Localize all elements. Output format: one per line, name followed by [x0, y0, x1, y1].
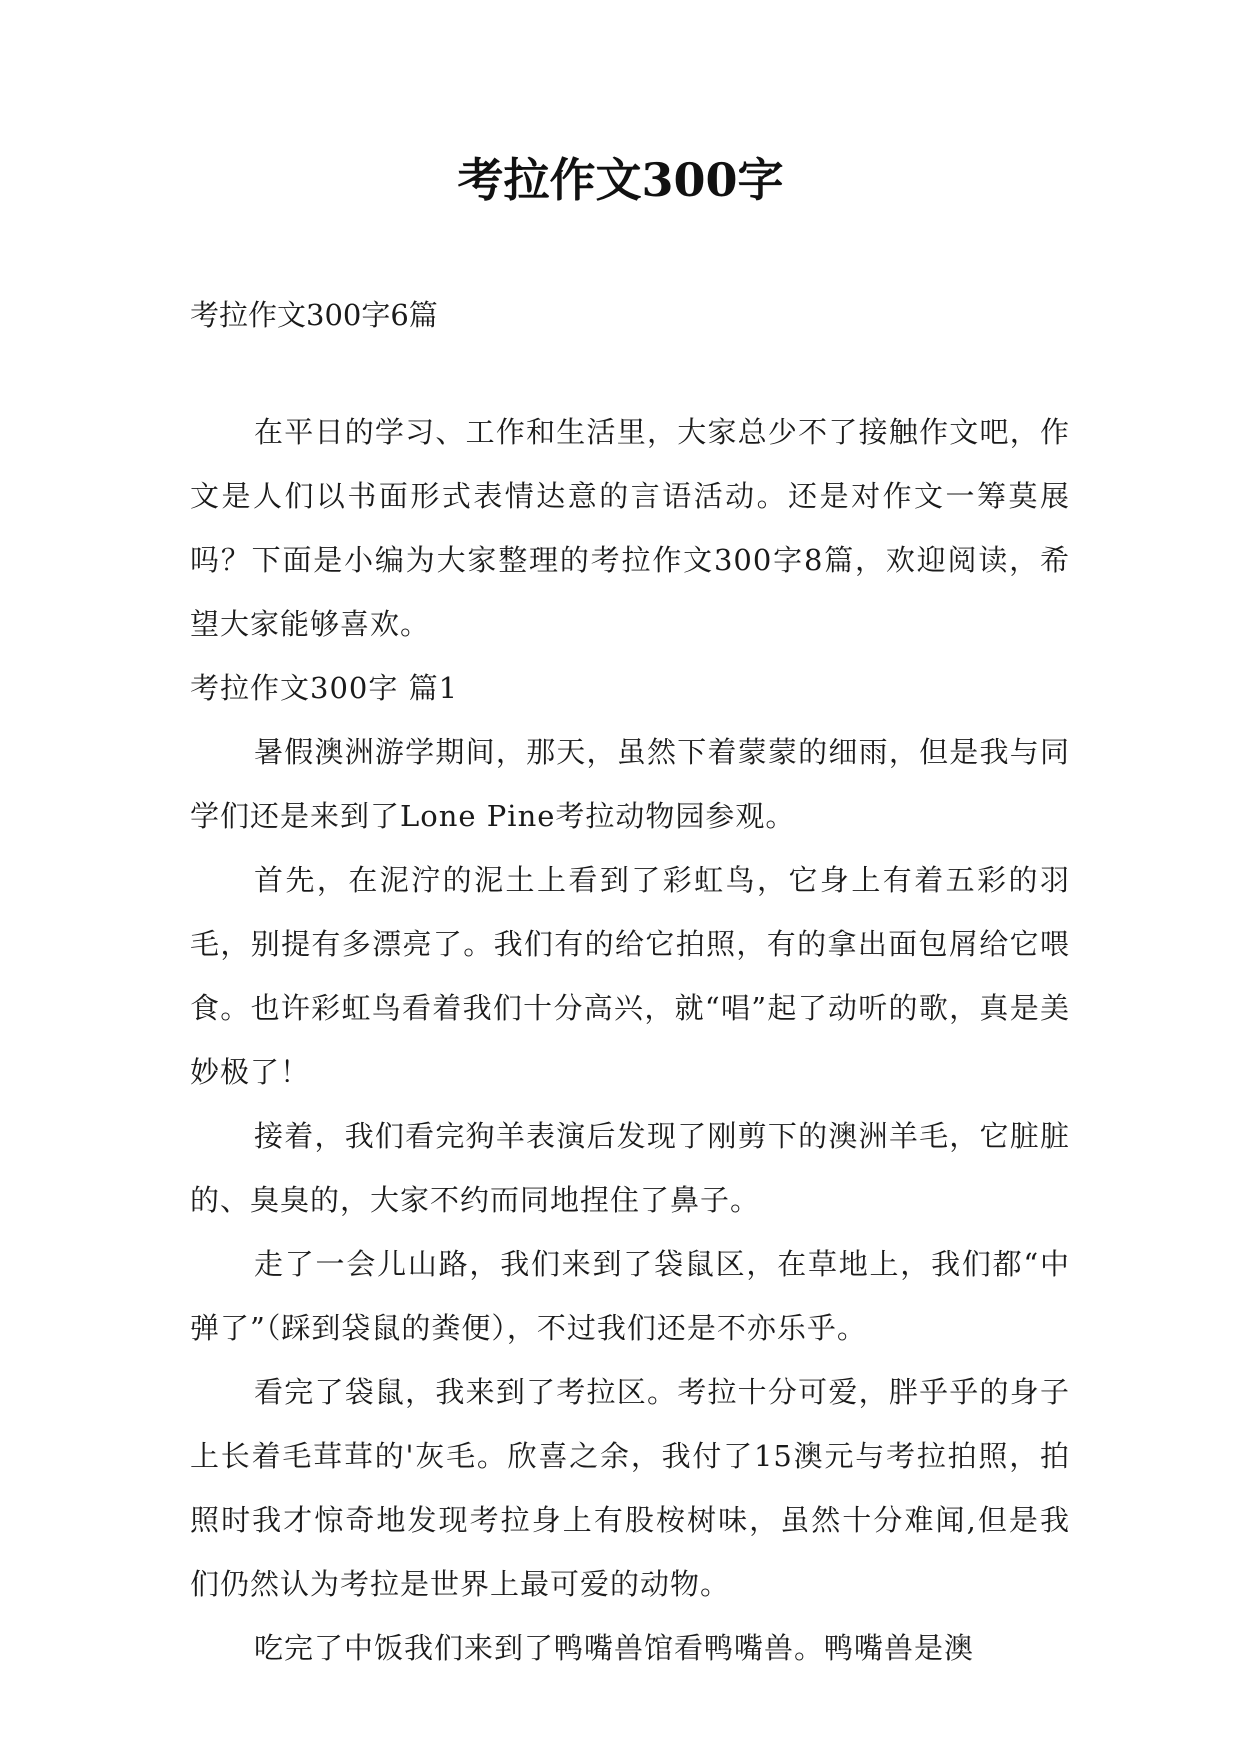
document-title: 考拉作文300字: [457, 153, 784, 207]
body-paragraph: 走了一会儿山路，我们来到了袋鼠区，在草地上，我们都“中弹了”（踩到袋鼠的粪便），不过我们还是不亦乐乎。: [190, 1247, 1070, 1345]
intro-paragraph: 在平日的学习、工作和生活里，大家总少不了接触作文吧，作文是人们以书面形式表情达意的言语活动。还是对作文一筹莫展吗？下面是小编为大家整理的考拉作文300字8篇，欢迎阅读，希望大家能够喜欢。: [190, 415, 1070, 641]
body-paragraph: 首先，在泥泞的泥土上看到了彩虹鸟，它身上有着五彩的羽毛，别提有多漂亮了。我们有的给它拍照，有的拿出面包屑给它喂食。也许彩虹鸟看着我们十分高兴，就“唱”起了动听的歌，真是美妙极了！: [190, 863, 1070, 1089]
body-paragraph: 看完了袋鼠，我来到了考拉区。考拉十分可爱，胖乎乎的身子上长着毛茸茸的'灰毛。欣喜之余，我付了15澳元与考拉拍照，拍照时我才惊奇地发现考拉身上有股桉树味，虽然十分难闻,但是我们仍然认为考拉是世界上最可爱的动物。: [190, 1375, 1070, 1601]
section-heading: 考拉作文300字 篇1: [190, 671, 459, 705]
body-paragraph: 接着，我们看完狗羊表演后发现了刚剪下的澳洲羊毛，它脏脏的、臭臭的，大家不约而同地捏住了鼻子。: [190, 1119, 1070, 1217]
document-body: [190, 400, 1070, 1680]
body-paragraph: 吃完了中饭我们来到了鸭嘴兽馆看鸭嘴兽。鸭嘴兽是澳: [254, 1631, 975, 1665]
document-subtitle: 考拉作文300字6篇: [190, 298, 438, 332]
body-paragraph: 暑假澳洲游学期间，那天，虽然下着蒙蒙的细雨，但是我与同学们还是来到了Lone Pine考拉动物园参观。: [190, 735, 1070, 833]
